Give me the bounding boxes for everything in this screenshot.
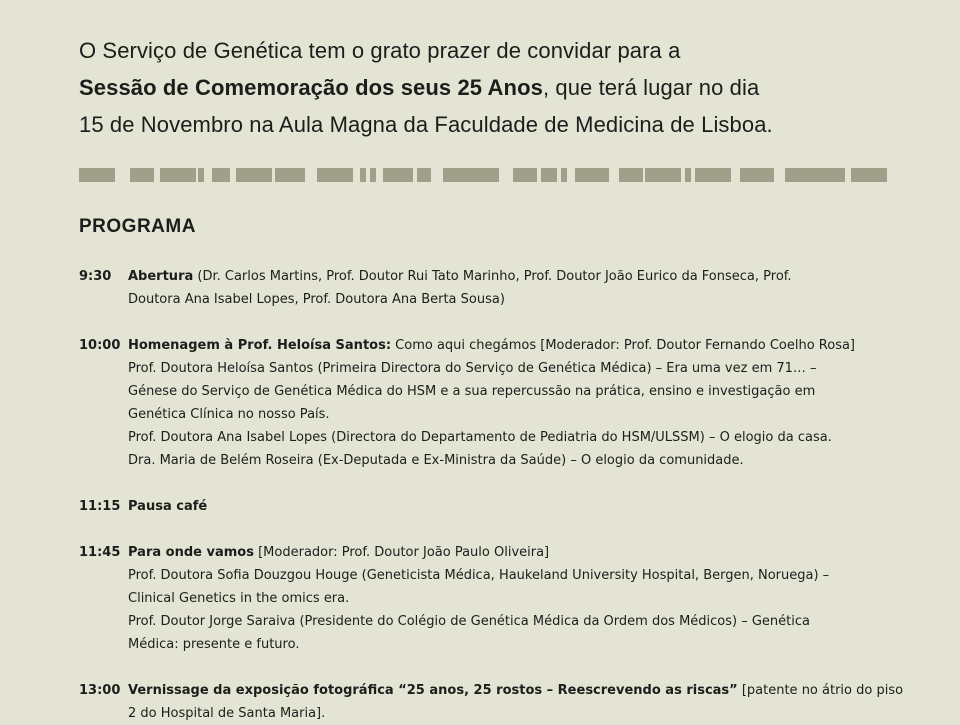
schedule-item-1000 [79,334,899,472]
schedule-line [128,679,904,702]
schedule-line: Genética Clínica no nosso País. [128,407,330,422]
schedule-text: [patente no átrio do piso [737,683,904,698]
intro-line-1: O Serviço de Genética tem o grato prazer de convidar para a [79,38,681,63]
divider-segment [561,168,567,182]
divider-segment [465,168,499,182]
divider-segment [130,168,154,182]
divider-segment [645,168,681,182]
decorative-divider [79,168,887,182]
schedule-line: Génese do Serviço de Genética Médica do HSM e a sua repercussão na prática, ensino e investigação em [128,384,816,399]
divider-segment [198,168,204,182]
schedule-time: 10:00 [79,338,121,353]
schedule-item-0930 [79,265,899,311]
schedule-line: Prof. Doutora Sofia Douzgou Houge (Geneticista Médica, Haukeland University Hospital, Bergen, Noruega) – [128,568,830,583]
divider-segment [809,168,845,182]
divider-segment [443,168,467,182]
schedule-time: 11:15 [79,499,121,514]
schedule-text: (Dr. Carlos Martins, Prof. Doutor Rui Tato Marinho, Prof. Doutor João Eurico da Fonseca, Prof. [193,269,792,284]
divider-segment [370,168,376,182]
divider-segment [575,168,609,182]
divider-segment [275,168,305,182]
divider-segment [212,168,230,182]
schedule-line: Médica: presente e futuro. [128,637,300,652]
divider-segment [425,168,431,182]
schedule-item-1145 [79,541,899,656]
schedule-time: 11:45 [79,545,121,560]
schedule-line: Prof. Doutora Heloísa Santos (Primeira Directora do Serviço de Genética Médica) – Era uma vez em 71… – [128,361,817,376]
divider-segment [851,168,887,182]
schedule-time: 13:00 [79,683,121,698]
divider-segment [513,168,537,182]
schedule-text: Como aqui chegámos [Moderador: Prof. Doutor Fernando Coelho Rosa] [391,338,856,353]
program-title: PROGRAMA [79,216,196,237]
schedule-line: Doutora Ana Isabel Lopes, Prof. Doutora Ana Berta Sousa) [128,292,505,307]
divider-segment [619,168,643,182]
schedule-line: Prof. Doutor Jorge Saraiva (Presidente do Colégio de Genética Médica da Ordem dos Médicos) – Genética [128,614,810,629]
divider-segment [685,168,691,182]
schedule-title: Pausa café [128,499,208,514]
divider-segment [160,168,196,182]
schedule-line: Prof. Doutora Ana Isabel Lopes (Directora do Departamento de Pediatria do HSM/ULSSM) – O elogio da casa. [128,430,832,445]
divider-segment [317,168,353,182]
schedule-line: 2 do Hospital de Santa Maria]. [128,706,326,721]
schedule-line [128,334,899,357]
divider-segment [740,168,774,182]
schedule-title: Vernissage da exposição fotográfica “25 anos, 25 rostos – Reescrevendo as riscas” [128,683,738,698]
intro-line-3: 15 de Novembro na Aula Magna da Faculdade de Medicina de Lisboa. [79,112,773,137]
schedule-line [128,495,899,518]
schedule-line [128,541,899,564]
intro-line-2-rest: , que terá lugar no dia [542,75,760,100]
divider-segment [695,168,731,182]
divider-segment [785,168,809,182]
divider-segment [383,168,413,182]
schedule-text: [Moderador: Prof. Doutor João Paulo Oliveira] [253,545,550,560]
schedule-title: Para onde vamos [128,545,254,560]
program-schedule [79,265,904,725]
intro-line-2 [79,69,929,106]
schedule-item-1115 [79,495,899,518]
divider-segment [360,168,366,182]
divider-segment [236,168,272,182]
schedule-line: Clinical Genetics in the omics era. [128,591,350,606]
divider-segment [541,168,557,182]
schedule-line [128,265,899,288]
schedule-item-1300 [79,679,904,725]
schedule-time: 9:30 [79,269,112,284]
schedule-line: Dra. Maria de Belém Roseira (Ex-Deputada e Ex-Ministra da Saúde) – O elogio da comunidade. [128,453,744,468]
schedule-title: Homenagem à Prof. Heloísa Santos: [128,338,392,353]
intro-text [79,32,929,143]
event-name: Sessão de Comemoração dos seus 25 Anos [79,75,543,100]
divider-segment [79,168,115,182]
schedule-title: Abertura [128,269,194,284]
